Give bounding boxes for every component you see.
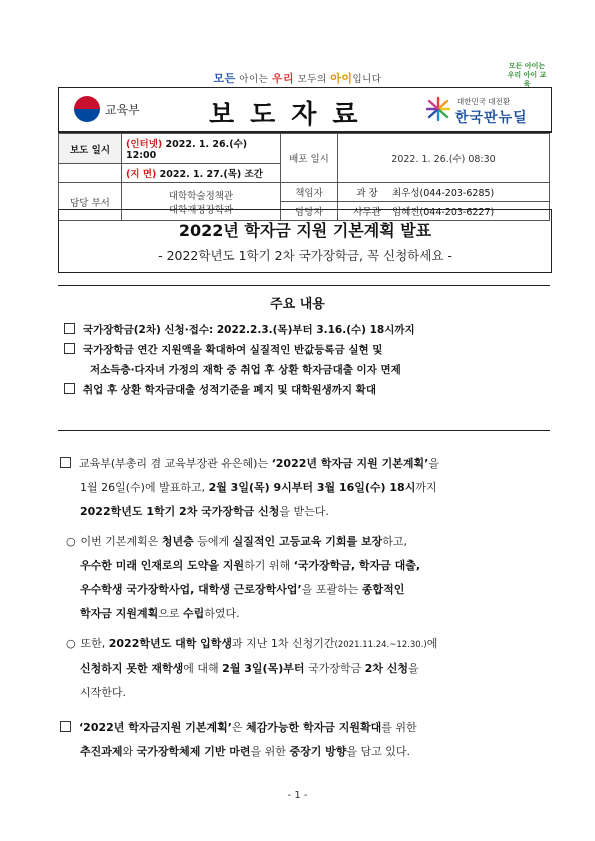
checkbox-icon [64, 343, 75, 354]
divider [58, 285, 550, 286]
document-title: 보도자료 [209, 100, 374, 130]
checkbox-icon [64, 323, 75, 334]
ministry-name: 교육부 [105, 103, 140, 117]
list-item: 저소득층·다자녀 가정의 재학 중 취업 후 상환 학자금대출 이자 면제 [90, 364, 401, 376]
paragraph-4: ‘2022년 학자금지원 기본계획’은 체감가능한 학자금 지원확대를 위한 추진과제와 국가장학체제 기반 마련을 위한 중장기 방향을 담고 있다. [60, 716, 546, 764]
release-info-table: 보도 일시 (인터넷) 2022. 1. 26.(수) 12:00 배포 일시 2022. 1. 26.(수) 08:30 (지 면) 2022. 1. 27.(목) 조간 담당 부서 대학학술정책관 대학재정장학과 책임자 과 장 최우성(044-203-6285) 담당자 사무관 임혜진(044-203-6227) [58, 133, 550, 221]
list-item: 취업 후 상환 학자금대출 성적기준을 폐지 및 대학원생까지 확대 [64, 380, 544, 400]
list-item: 국가장학금(2차) 신청·접수: 2022.2.3.(목)부터 3.16.(수) 18시까지 [64, 320, 544, 340]
divider [58, 430, 550, 431]
checkbox-icon [64, 383, 75, 394]
taegeuk-emblem-icon [74, 96, 100, 122]
korean-new-deal-logo: 대한민국 대전환 한국판뉴딜 [425, 94, 545, 126]
headline: 2022년 학자금 지원 기본계획 발표 [178, 221, 432, 240]
paragraph-3: ○ 또한, 2022학년도 대학 입학생과 지난 1차 신청기간(2021.11.24.~12.30.)에 신청하지 못한 재학생에 대해 2월 3일(목)부터 국가장학금 2차 신청을 시작한다. [66, 637, 438, 699]
subheadline: - 2022학년도 1학기 2차 국가장학금, 꼭 신청하세요 - [158, 248, 452, 263]
campaign-logo: 모든 아이는 우리 아이 교육 [507, 62, 547, 88]
press-release-header [58, 87, 552, 133]
checkbox-icon [60, 721, 71, 732]
page-number: - 1 - [287, 790, 308, 801]
new-deal-sun-icon [425, 96, 451, 122]
paragraph-2: ○ 이번 기본계획은 청년층 등에게 실질적인 고등교육 기회를 보장하고, 우수한 미래 인재로의 도약을 지원하기 위해 ‘국가장학금, 학자금 대출, 우수학생 국가장학사업, 대학생 근로장학사업’을 포괄하는 종합적인 학자금 지원계획으로 수립하였다. [66, 535, 421, 620]
slogan: 모든 아이는 우리 모두의 아이입니다 [213, 72, 382, 85]
headline-box [58, 209, 552, 273]
checkbox-icon [60, 457, 71, 468]
list-item: 국가장학금 연간 지원액을 확대하여 실질적인 반값등록금 실현 및 [64, 340, 544, 360]
paragraph-1: 교육부(부총리 겸 교육부장관 유은혜)는 ‘2022년 학자금 지원 기본계획’을 1월 26일(수)에 발표하고, 2월 3일(목) 9시부터 3월 16일(수) 18시까지 2022학년도 1학기 2차 국가장학금 신청을 받는다. [60, 452, 546, 524]
key-points-list [64, 320, 544, 400]
key-points-title: 주요 내용 [270, 297, 325, 312]
